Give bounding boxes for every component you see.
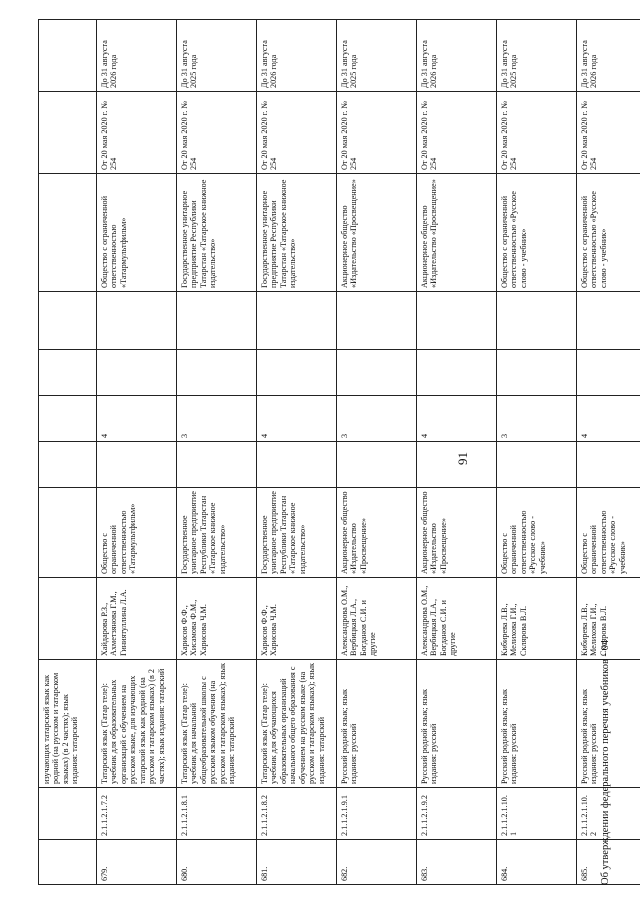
blank-col-8-cell	[337, 350, 417, 396]
publisher-full-cell: Государственное унитарное предприятие Республики Татарстан «Татарское книжное издательство»	[177, 174, 257, 292]
section-code-cell: 2.1.1.2.1.8.1	[177, 788, 257, 840]
authors-cell: Александрова О.М., Вербицкая Л.А., Богданов С.И. и другие	[417, 578, 497, 660]
blank-col-6-cell	[177, 442, 257, 488]
row-number-cell: 683.	[417, 840, 497, 885]
table-row	[417, 20, 497, 885]
grade-cell	[39, 396, 97, 442]
blank-col-9-cell	[177, 292, 257, 350]
blank-col-6-cell	[337, 442, 417, 488]
textbook-title-cell: изучающих татарский язык как родной (на русском и татарском языках) (в 2 частях); язык издания: татарский	[39, 660, 97, 788]
publisher-cell: Государственное унитарное предприятие Республики Татарстан «Татарское книжное издательство»	[257, 488, 337, 578]
approval-order-cell: От 20 мая 2020 г. № 254	[177, 92, 257, 174]
publisher-cell: Государственное унитарное предприятие Республики Татарстан «Татарское книжное издательство»	[177, 488, 257, 578]
grade-cell: 4	[97, 396, 177, 442]
publisher-full-cell: Общество с ограниченной ответственностью «Татармультфильм»	[97, 174, 177, 292]
blank-col-9-cell	[497, 292, 577, 350]
blank-col-8-cell	[97, 350, 177, 396]
publisher-cell: Общество с ограниченной ответственностью «Татармультфильм»	[97, 488, 177, 578]
section-code-cell: 2.1.1.2.1.9.2	[417, 788, 497, 840]
publisher-full-cell: Общество с ограниченной ответственностью «Русское слово - учебник»	[577, 174, 640, 292]
row-number-cell: 684.	[497, 840, 577, 885]
publisher-cell: Акционерное общество «Издательство «Просвещение»	[417, 488, 497, 578]
approval-order-cell: От 20 мая 2020 г. № 254	[337, 92, 417, 174]
table-row	[497, 20, 577, 885]
grade-cell: 4	[577, 396, 640, 442]
section-code-cell	[39, 788, 97, 840]
valid-until-cell: До 31 августа 2026 года	[577, 20, 640, 92]
authors-cell: Харисов Ф.Ф., Хисамова Ф.М., Харисова Ч.М.	[177, 578, 257, 660]
publisher-cell	[39, 488, 97, 578]
publisher-cell: Общество с ограниченной ответственностью «Русское слово - учебник»	[497, 488, 577, 578]
valid-until-cell: До 31 августа 2025 года	[177, 20, 257, 92]
authors-cell: Кибирева Л.В., Мелихова Г.И., Склярова В.Л.	[577, 578, 640, 660]
textbook-list-table	[38, 19, 640, 885]
blank-col-8-cell	[257, 350, 337, 396]
blank-col-9-cell	[97, 292, 177, 350]
row-number-cell: 681.	[257, 840, 337, 885]
approval-order-cell: От 20 мая 2020 г. № 254	[257, 92, 337, 174]
blank-col-8-cell	[177, 350, 257, 396]
blank-col-6-cell	[577, 442, 640, 488]
table-row	[257, 20, 337, 885]
blank-col-9-cell	[417, 292, 497, 350]
valid-until-cell: До 31 августа 2026 года	[417, 20, 497, 92]
row-number-cell: 682.	[337, 840, 417, 885]
textbook-title-cell: Русский родной язык; язык издания: русский	[337, 660, 417, 788]
publisher-full-cell: Акционерное общество «Издательство «Просвещение»	[417, 174, 497, 292]
textbook-title-cell: Русский родной язык; язык издания: русский	[497, 660, 577, 788]
valid-until-cell: До 31 августа 2026 года	[257, 20, 337, 92]
textbook-title-cell: Русский родной язык; язык издания: русский	[417, 660, 497, 788]
approval-order-cell: От 20 мая 2020 г. № 254	[577, 92, 640, 174]
approval-order-cell: От 20 мая 2020 г. № 254	[417, 92, 497, 174]
blank-col-9-cell	[577, 292, 640, 350]
textbook-title-cell: Татарский язык (Татар теле): учебник для начальной общеобразовательной школы с русским языком обучения (на русском и татарском языках); язык издания: татарский	[177, 660, 257, 788]
blank-col-6-cell	[257, 442, 337, 488]
publisher-full-cell	[39, 174, 97, 292]
valid-until-cell: До 31 августа 2025 года	[337, 20, 417, 92]
table-row	[177, 20, 257, 885]
approval-order-cell	[39, 92, 97, 174]
document-footer: Об утверждении федерального перечня учебников - 04	[600, 639, 611, 885]
grade-cell: 3	[177, 396, 257, 442]
row-number-cell: 685.	[577, 840, 640, 885]
publisher-full-cell: Общество с ограниченной ответственностью «Русское слово - учебник»	[497, 174, 577, 292]
blank-col-6-cell	[417, 442, 497, 488]
section-code-cell: 2.1.1.2.1.7.2	[97, 788, 177, 840]
page-number: 91	[455, 452, 470, 465]
approval-order-cell: От 20 мая 2020 г. № 254	[97, 92, 177, 174]
publisher-cell: Акционерное общество «Издательство «Просвещение»	[337, 488, 417, 578]
blank-col-6-cell	[497, 442, 577, 488]
blank-col-8-cell	[39, 350, 97, 396]
valid-until-cell	[39, 20, 97, 92]
row-number-cell: 679.	[97, 840, 177, 885]
table-row	[337, 20, 417, 885]
table-row	[97, 20, 177, 885]
textbook-title-cell: Татарский язык (Татар теле): учебник для образовательных организаций с обучением на русском языке, для изучающих татарский язык как родной (на русском и татарском языках) (в 2 частях); язык издания: татарский	[97, 660, 177, 788]
textbook-title-cell: Татарский язык (Татар теле): учебник для обучающихся образовательных организаций начального общего образования с обучением на русском языке (на русском и татарском языках); язык издания: татарский	[257, 660, 337, 788]
publisher-cell: Общество с ограниченной ответственностью «Русское слово - учебник»	[577, 488, 640, 578]
section-code-cell: 2.1.1.2.1.9.1	[337, 788, 417, 840]
textbook-title-cell: Русский родной язык; язык издания: русский	[577, 660, 640, 788]
blank-col-6-cell	[39, 442, 97, 488]
publisher-full-cell: Государственное унитарное предприятие Республики Татарстан «Татарское книжное издательство»	[257, 174, 337, 292]
blank-col-8-cell	[417, 350, 497, 396]
authors-cell: Кибирева Л.В., Мелихова Г.И., Склярова В.Л.	[497, 578, 577, 660]
grade-cell: 4	[257, 396, 337, 442]
blank-col-6-cell	[97, 442, 177, 488]
grade-cell: 3	[497, 396, 577, 442]
grade-cell: 3	[337, 396, 417, 442]
grade-cell: 4	[417, 396, 497, 442]
section-code-cell: 2.1.1.2.1.10.2	[577, 788, 640, 840]
publisher-full-cell: Акционерное общество «Издательство «Просвещение»	[337, 174, 417, 292]
authors-cell	[39, 578, 97, 660]
blank-col-9-cell	[337, 292, 417, 350]
authors-cell: Александрова О.М., Вербицкая Л.А., Богданов С.И. и другие	[337, 578, 417, 660]
approval-order-cell: От 20 мая 2020 г. № 254	[497, 92, 577, 174]
row-number-cell	[39, 840, 97, 885]
blank-col-9-cell	[39, 292, 97, 350]
blank-col-8-cell	[497, 350, 577, 396]
section-code-cell: 2.1.1.2.1.10.1	[497, 788, 577, 840]
valid-until-cell: До 31 августа 2026 года	[97, 20, 177, 92]
table-row	[39, 20, 97, 885]
row-number-cell: 680.	[177, 840, 257, 885]
authors-cell: Хайдарова Р.З., Ахметзянова Г.М., Гиниятуллина Л.А.	[97, 578, 177, 660]
authors-cell: Харисов Ф.Ф., Харисова Ч.М.	[257, 578, 337, 660]
valid-until-cell: До 31 августа 2025 года	[497, 20, 577, 92]
section-code-cell: 2.1.1.2.1.8.2	[257, 788, 337, 840]
blank-col-9-cell	[257, 292, 337, 350]
blank-col-8-cell	[577, 350, 640, 396]
